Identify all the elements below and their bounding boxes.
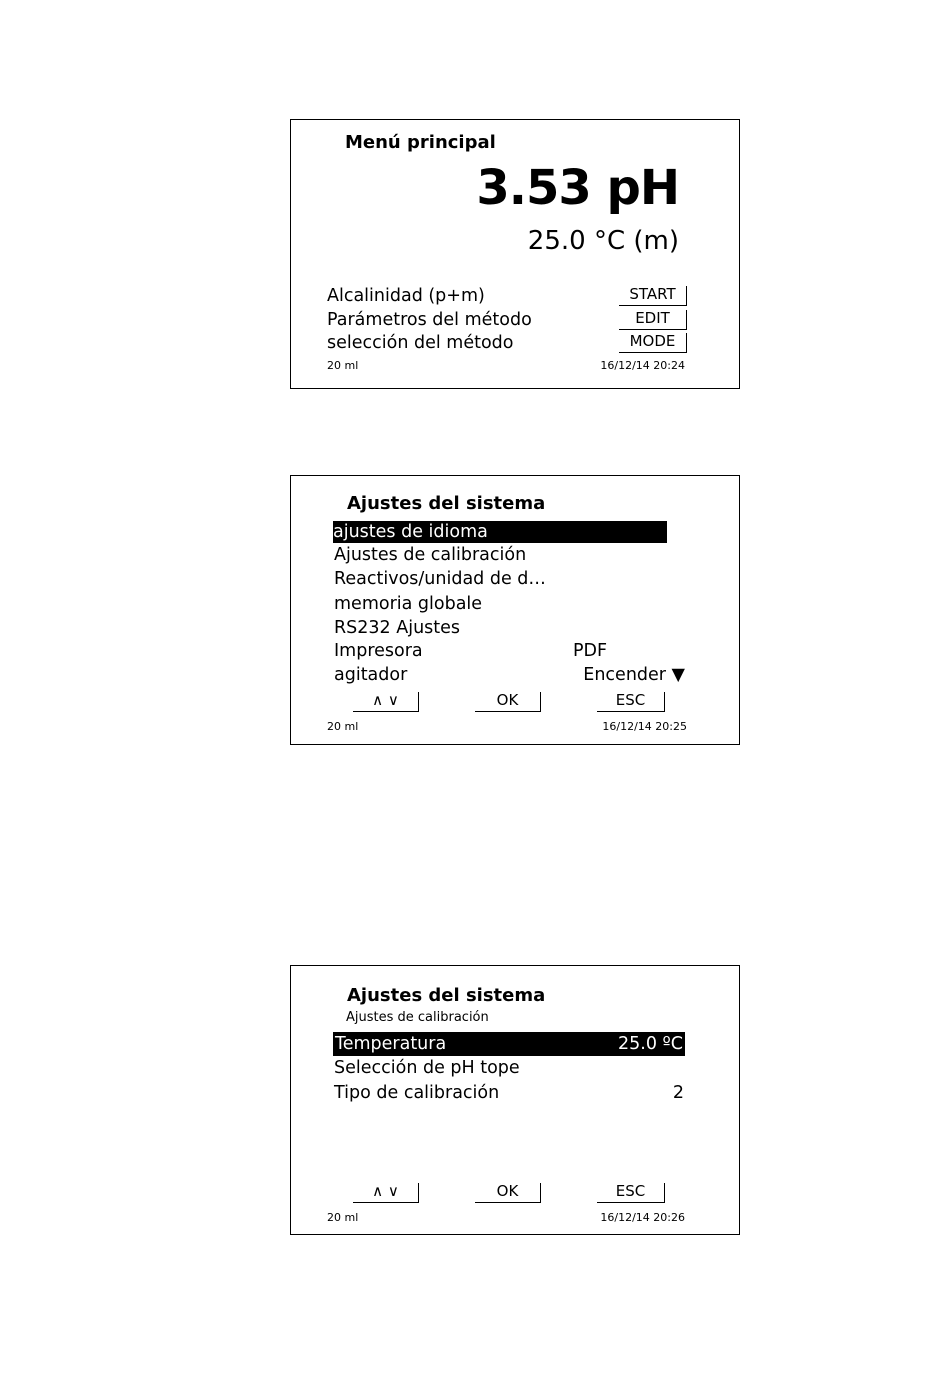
esc-button[interactable]: ESC	[597, 1183, 665, 1203]
main-menu-screen	[290, 119, 740, 389]
menu-line-method-parameters: Parámetros del método	[327, 310, 532, 330]
menu-line-method-name: Alcalinidad (p+m)	[327, 286, 485, 306]
volume-indicator: 20 ml	[327, 1211, 359, 1224]
menu-item-buffer-selection[interactable]: Selección de pH tope	[334, 1058, 520, 1078]
menu-line-method-selection: selección del método	[327, 333, 514, 353]
menu-item-temperature[interactable]	[333, 1032, 685, 1056]
up-down-button[interactable]: ∧ ∨	[353, 1183, 419, 1203]
printer-value: PDF	[573, 641, 608, 661]
temperature-value: 25.0 ºC	[618, 1034, 683, 1054]
menu-item-stirrer[interactable]: agitador	[334, 665, 408, 685]
screen-title: Menú principal	[345, 132, 496, 153]
system-settings-screen	[290, 475, 740, 745]
edit-button[interactable]: EDIT	[619, 310, 687, 330]
menu-item-reagents[interactable]: Reactivos/unidad de d…	[334, 569, 546, 589]
menu-item-global-memory[interactable]: memoria globale	[334, 594, 483, 614]
menu-item-calibration-settings[interactable]: Ajustes de calibración	[334, 545, 527, 565]
menu-item-label: Temperatura	[335, 1034, 447, 1054]
screen-title: Ajustes del sistema	[347, 493, 546, 514]
up-down-button[interactable]: ∧ ∨	[353, 692, 419, 712]
volume-indicator: 20 ml	[327, 359, 359, 372]
mode-button[interactable]: MODE	[619, 333, 687, 353]
screen-subtitle: Ajustes de calibración	[346, 1010, 489, 1025]
screen-title: Ajustes del sistema	[347, 985, 546, 1006]
calibration-type-value: 2	[672, 1083, 684, 1103]
menu-item-rs232-settings[interactable]: RS232 Ajustes	[334, 618, 461, 638]
ok-button[interactable]: OK	[475, 692, 541, 712]
ok-button[interactable]: OK	[475, 1183, 541, 1203]
datetime: 16/12/14 20:24	[600, 359, 685, 372]
calibration-settings-screen	[290, 965, 740, 1235]
datetime: 16/12/14 20:25	[602, 720, 687, 733]
start-button[interactable]: START	[619, 286, 687, 306]
menu-item-language-settings[interactable]	[333, 521, 667, 543]
temperature-reading: 25.0 °C (m)	[527, 226, 679, 256]
menu-item-calibration-type[interactable]: Tipo de calibración	[334, 1083, 500, 1103]
stirrer-value[interactable]: Encender ▼	[583, 665, 685, 685]
menu-item-printer[interactable]: Impresora	[334, 641, 423, 661]
menu-item-label: ajustes de idioma	[333, 522, 488, 542]
esc-button[interactable]: ESC	[597, 692, 665, 712]
volume-indicator: 20 ml	[327, 720, 359, 733]
ph-reading: 3.53 pH	[476, 160, 679, 216]
datetime: 16/12/14 20:26	[600, 1211, 685, 1224]
